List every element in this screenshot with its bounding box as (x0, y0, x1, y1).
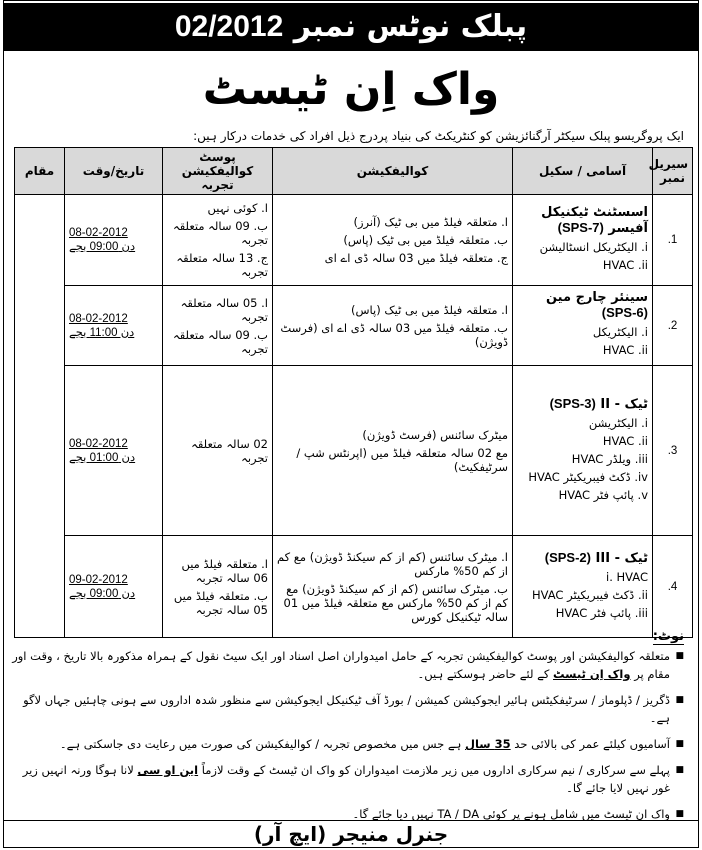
post-scale: (SPS-2) (544, 549, 591, 565)
note-text-after: کے لئے حاضر ہوسکتے ہیں۔ (417, 667, 550, 681)
datetime-cell (65, 195, 163, 286)
experience-item: ا. 05 سالہ متعلقہ تجربہ (180, 295, 268, 324)
post-title-text: ٹیک - II (600, 396, 648, 412)
datetime-cell (65, 536, 163, 638)
vacancies-table (14, 147, 693, 638)
datetime-cell (65, 286, 163, 366)
note-item (10, 691, 684, 727)
table-row (15, 286, 693, 366)
serial-cell: 2. (653, 286, 693, 366)
col-post: آسامی / سکیل (513, 148, 653, 195)
test-date: 08-02-2012 (69, 312, 128, 325)
datetime-cell (65, 366, 163, 536)
serial-cell: 3. (653, 366, 693, 536)
note-text: آسامیوں کیلئے عمر کی بالائی حد (514, 737, 670, 751)
experience-item: ا. متعلقہ فیلڈ میں 06 سالہ تجربہ (181, 556, 268, 585)
qualification-item: ا. متعلقہ فیلڈ میں بی ٹیک (پاس) (351, 302, 508, 317)
post-cell (513, 366, 653, 536)
table-row (15, 366, 693, 536)
post-subtype: HVAC .ii (602, 433, 648, 448)
notice-label: پبلک نوٹس نمبر (293, 9, 528, 44)
note-item (10, 761, 684, 797)
post-subtype: i. HVAC (606, 569, 648, 584)
experience-cell (163, 366, 273, 536)
test-time: دن 01:00 بجے (69, 451, 136, 464)
post-subtype: i. الیکٹریکل (592, 325, 648, 339)
post-title-text: سینئر چارج مین (545, 290, 648, 305)
post-title (545, 551, 648, 566)
test-date: 08-02-2012 (69, 437, 128, 450)
qualification-item: ب. میٹرک سائنس (کم از کم سیکنڈ ڈویژن) مع کم از کم 50% مارکس مع متعلقہ فیلڈ میں 01 سالہ ٹیکنیکل کورس (283, 581, 508, 624)
table-header-row (15, 148, 693, 195)
post-scale: (SPS-7) (557, 219, 604, 235)
qualification-cell (273, 536, 513, 638)
experience-cell (163, 286, 273, 366)
post-title (541, 205, 648, 236)
post-title-text: ٹیک - III (595, 550, 648, 566)
qualification-cell (273, 195, 513, 286)
test-time: دن 09:00 بجے (69, 241, 136, 253)
experience-item: ب. متعلقہ فیلڈ میں 05 سالہ تجربہ (173, 588, 268, 617)
qualification-item: ب. متعلقہ فیلڈ میں 03 سالہ ڈی اے ای (فرسٹ ڈویژن) (280, 320, 508, 349)
walk-in-test-heading: واک اِن ٹیسٹ (202, 64, 500, 115)
post-subtype: i. الیکٹریشن (588, 415, 648, 430)
col-datetime: تاریخ/وقت (65, 148, 163, 195)
qualification-cell (273, 286, 513, 366)
note-text: متعلقہ کوالیفکیشن اور پوسٹ کوالیفکیشن تجربہ کے حامل امیدواران اصل اسناد اور ایک سیٹ نقول کے ہمراہ مذکورہ بالا تاریخ ، وقت اور مقام پر (12, 649, 670, 681)
test-date: 08-02-2012 (69, 227, 128, 239)
qualification-cell (273, 366, 513, 536)
experience-item: ا. کوئی نہیں (207, 201, 268, 215)
post-cell (513, 286, 653, 366)
signature-footer: جنرل منیجر (ایچ آر) (4, 820, 698, 847)
experience-item: ب. 09 سالہ متعلقہ تجربہ (172, 327, 268, 356)
note-item (10, 735, 684, 753)
qualification-item: میٹرک سائنس (فرسٹ ڈویژن) (362, 427, 508, 442)
intro-text: ایک پروگریسو پبلک سیکٹر آرگنائزیشن کو کنٹریکٹ کی بنیاد پردرج ذیل افراد کی خدمات درکار ہیں: (193, 129, 684, 143)
post-cell (513, 536, 653, 638)
post-scale: (SPS-3) (549, 395, 596, 411)
col-qualification: کوالیفکیشن (273, 148, 513, 195)
post-subtype: iv. ڈکٹ فیبریکیٹر HVAC (528, 469, 648, 484)
note-text: واک ان ٹیسٹ میں شامل ہونے پر کوئی TA / DA نہیں دیا جائے گا۔ (352, 807, 670, 821)
post-subtype: i. الیکٹریکل انسٹالیشن (539, 239, 648, 254)
experience-item: ب. 09 سالہ متعلقہ تجربہ (172, 219, 268, 247)
qualification-item: مع 02 سالہ متعلقہ فیلڈ میں (اپرنٹس شپ / سرٹیفکیٹ) (296, 445, 508, 474)
post-subtype: iii. پائپ فٹر HVAC (555, 605, 648, 620)
post-subtype: HVAC .ii (602, 343, 648, 357)
qualification-item: ا. متعلقہ فیلڈ میں بی ٹیک (آنرز) (353, 215, 508, 229)
notice-number: 02/2012 (174, 10, 284, 43)
serial-cell: 1. (653, 195, 693, 286)
note-emphasis: واک اِن ٹیسٹ (553, 667, 631, 681)
post-title (546, 290, 648, 321)
col-experience: پوسٹ کوالیفکیشن تجربہ (163, 148, 273, 195)
table-row (15, 195, 693, 286)
public-notice-page (3, 0, 699, 848)
experience-item: 02 سالہ متعلقہ تجربہ (191, 436, 268, 465)
test-time: دن 11:00 بجے (69, 326, 135, 339)
post-title-text: اسسٹنٹ ٹیکنیکل آفیسر (541, 204, 648, 236)
test-date: 09-02-2012 (69, 573, 128, 586)
experience-cell (163, 195, 273, 286)
qualification-item: ج. متعلقہ فیلڈ میں 03 سالہ ڈی اے ای (324, 251, 508, 265)
notice-number-banner (4, 3, 698, 51)
place-cell (15, 195, 65, 638)
note-text-after: لانا ہوگا ورنہ انہیں زیر غور نہیں لایا جائے گا۔ (22, 763, 670, 795)
post-title (550, 397, 648, 412)
post-subtype: v. پائپ فٹر HVAC (558, 487, 648, 502)
post-subtype: ii. ڈکٹ فیبریکیٹر HVAC (531, 587, 648, 602)
col-serial: سیریل نمبر (653, 148, 693, 195)
experience-cell (163, 536, 273, 638)
test-time: دن 09:00 بجے (69, 587, 136, 600)
post-subtype: HVAC .ii (602, 257, 648, 272)
post-subtype: iii. ویلڈر HVAC (571, 451, 648, 466)
experience-item: ج. 13 سالہ متعلقہ تجربہ (176, 251, 268, 279)
note-emphasis: این او سی (137, 763, 199, 777)
note-item (10, 647, 684, 683)
post-cell (513, 195, 653, 286)
notes-list (10, 647, 684, 831)
note-text-after: ہے جس میں مخصوص تجربہ / کوالیفکیشن کی صورت میں رعایت دی جاسکتی ہے۔ (59, 737, 462, 751)
qualification-item: ب. متعلقہ فیلڈ میں بی ٹیک (پاس) (343, 233, 508, 247)
note-emphasis: 35 سال (465, 737, 511, 751)
serial-cell: 4. (653, 536, 693, 638)
notes-title: نوٹ: (652, 629, 684, 644)
qualification-item: ا. میٹرک سائنس (کم از کم سیکنڈ ڈویژن) مع کم از کم 50% مارکس (277, 549, 508, 578)
table-row (15, 536, 693, 638)
note-text: پہلے سے سرکاری / نیم سرکاری اداروں میں زیر ملازمت امیدواران کو واک ان ٹیسٹ کے وقت لازماً (201, 763, 670, 777)
col-place: مقام (15, 148, 65, 195)
note-text: ڈگریز / ڈپلوماز / سرٹیفکیٹس ہائیر ایجوکیشن کمیشن / بورڈ آف ٹیکنیکل ایجوکیشن سے منظور شدہ اداروں سے ہونی چاہئیں جہاں لاگو ہے۔ (23, 693, 670, 725)
post-scale: (SPS-6) (601, 305, 648, 320)
